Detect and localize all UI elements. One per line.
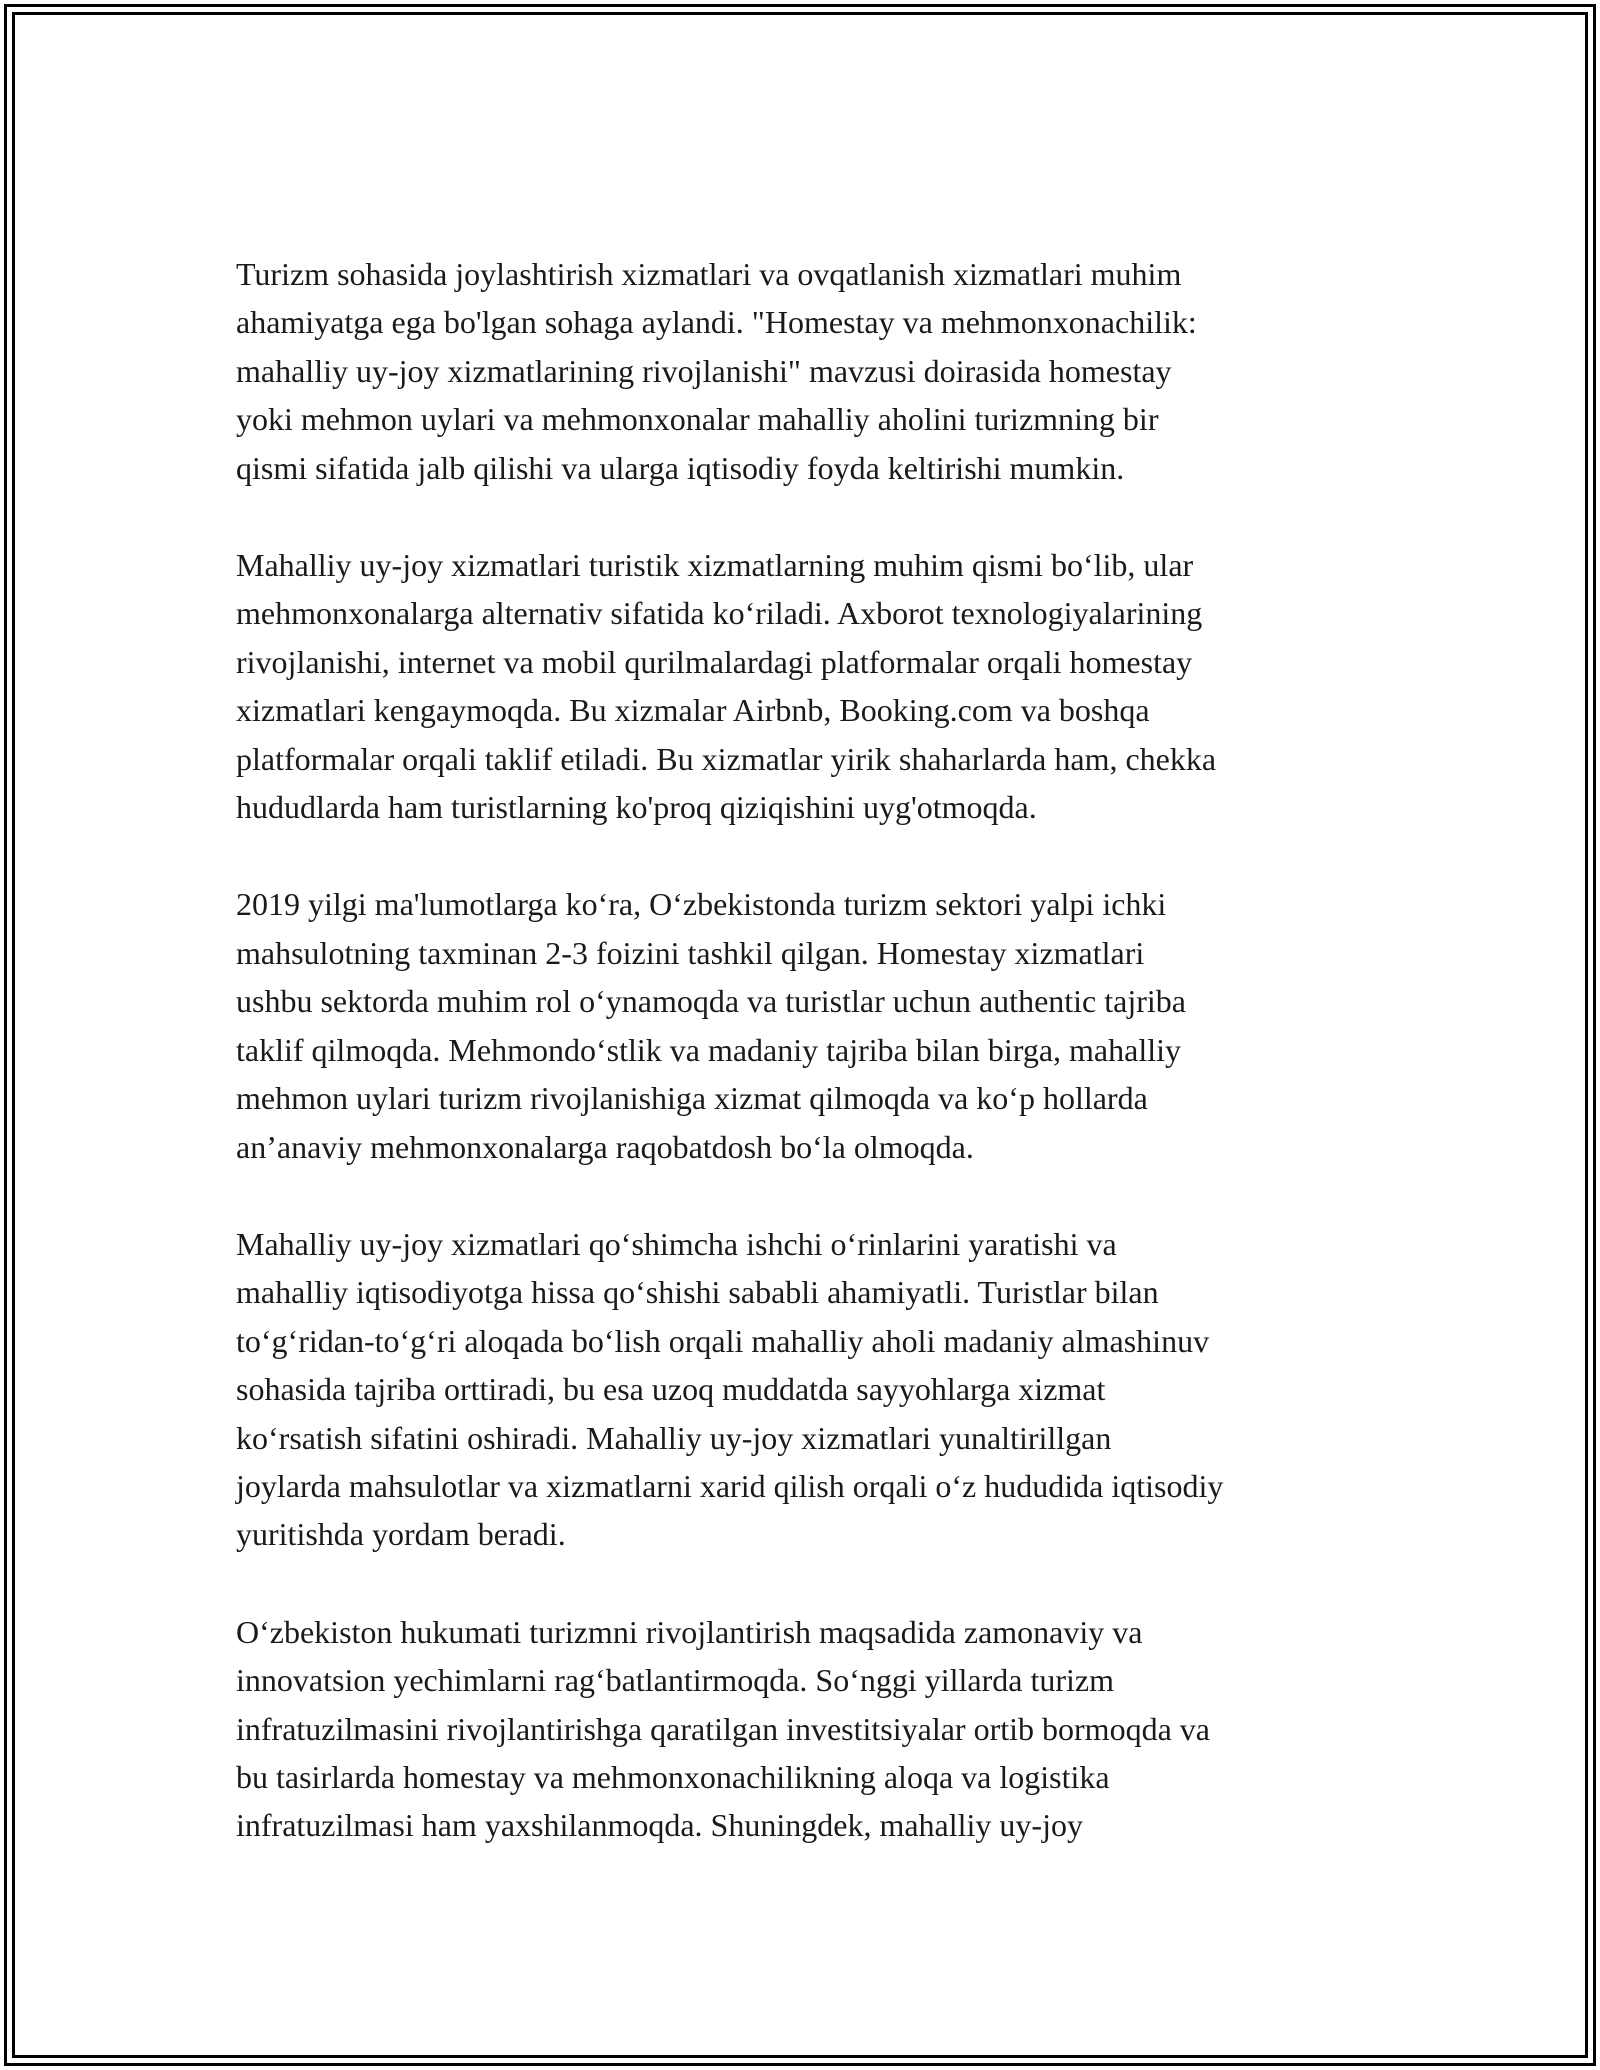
paragraph-3: 2019 yilgi ma'lumotlarga ko‘ra, O‘zbekistonda turizm sektori yalpi ichki mahsulotning taxminan 2-3 foizini tashkil qilgan. Homestay xizmatlari ushbu sektorda muhim rol o‘ynamoqda va turistlar uchun authentic tajriba taklif qilmoqda. Mehmondo‘stlik va madaniy tajriba bilan birga, mahalliy mehmon uylari turizm rivojlanishiga xizmat qilmoqda va ko‘p hollarda an’anaviy mehmonxonalarga raqobatdosh bo‘la olmoqda. <box>236 886 1186 1165</box>
paragraph-5: O‘zbekiston hukumati turizmni rivojlantirish maqsadida zamonaviy va innovatsion yechimlarni rag‘batlantirmoqda. So‘nggi yillarda turizm infratuzilmasini rivojlantirishga qaratilgan investitsiyalar ortib bormoqda va bu tasirlarda homestay va mehmonxonachilikning aloqa va logistika infratuzilmasi ham yaxshilanmoqda. Shuningdek, mahalliy uy-joy <box>236 1613 1210 1844</box>
paragraph-1: Turizm sohasida joylashtirish xizmatlari va ovqatlanish xizmatlari muhim ahamiyatga ega bo'lgan sohaga aylandi. "Homestay va mehmonxonachilik: mahalliy uy-joy xizmatlarining rivojlanishi" mavzusi doirasida homestay yoki mehmon uylari va mehmonxonalar mahalliy aholini turizmning bir qismi sifatida jalb qilishi va ularga iqtisodiy foyda keltirishi mumkin. <box>236 256 1197 486</box>
document-body <box>236 250 1376 1899</box>
paragraph-4: Mahalliy uy-joy xizmatlari qo‘shimcha ishchi o‘rinlarini yaratishi va mahalliy iqtisodiyotga hissa qo‘shishi sababli ahamiyatli. Turistlar bilan to‘g‘ridan-to‘g‘ri aloqada bo‘lish orqali mahalliy aholi madaniy almashinuv sohasida tajriba orttiradi, bu esa uzoq muddatda sayyohlarga xizmat ko‘rsatish sifatini oshiradi. Mahalliy uy-joy xizmatlari yunaltirillgan joylarda mahsulotlar va xizmatlarni xarid qilish orqali o‘z hududida iqtisodiy yuritishda yordam beradi. <box>236 1225 1224 1553</box>
paragraph-2: Mahalliy uy-joy xizmatlari turistik xizmatlarning muhim qismi bo‘lib, ular mehmonxonalarga alternativ sifatida ko‘riladi. Axborot texnologiyalarining rivojlanishi, internet va mobil qurilmalardagi platformalar orqali homestay xizmatlari kengaymoqda. Bu xizmalar Airbnb, Booking.com va boshqa platformalar orqali taklif etiladi. Bu xizmatlar yirik shaharlarda ham, chekka hududlarda ham turistlarning ko'proq qiziqishini uyg'otmoqda. <box>236 547 1217 826</box>
